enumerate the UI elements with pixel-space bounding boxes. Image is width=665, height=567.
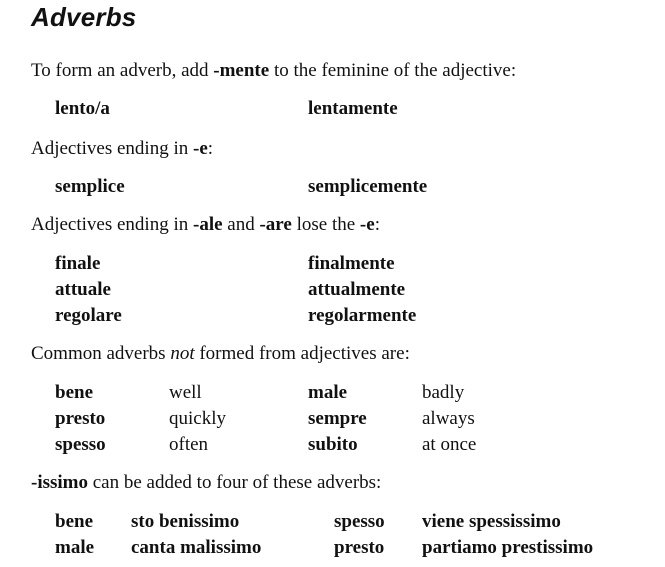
english-meaning: always [422,408,475,429]
ale-rule-text: Adjectives ending in -ale and -are lose the -e: [31,214,380,235]
intro-pre: To form an adverb, add [31,60,214,81]
e-rule-text: Adjectives ending in -e: [31,138,214,159]
issimo-example: partiamo prestissimo [422,537,594,558]
base-adverb: presto [334,537,385,558]
italian-adverb: subito [308,434,358,455]
italian-adverb: male [308,382,348,403]
example-adverb: lentamente [308,98,398,119]
italian-adverb: presto [55,408,106,429]
example-adjective: finale [55,253,101,274]
english-meaning: at once [422,434,477,455]
issimo-example: canta malissimo [131,537,262,558]
example-adjective: regolare [55,305,122,326]
base-adverb: spesso [334,511,385,532]
italian-adverb: bene [55,382,93,403]
example-adjective: attuale [55,279,111,300]
example-adjective: lento/a [55,98,110,119]
italian-adverb: spesso [55,434,106,455]
issimo-rule-text: -issimo can be added to four of these adverbs: [31,472,382,493]
mente-suffix: -mente [213,60,270,81]
english-meaning: quickly [169,408,226,429]
example-adjective: semplice [55,176,125,197]
example-adverb: attualmente [308,279,406,300]
issimo-example: sto benissimo [131,511,240,532]
english-meaning: often [169,434,209,455]
common-rule-text: Common adverbs not formed from adjectives are: [31,343,410,364]
page-title: Adverbs [31,2,137,32]
english-meaning: well [169,382,202,403]
example-adverb: semplicemente [308,176,428,197]
not-emphasis: not [170,343,195,364]
e-ending: -e [359,214,375,235]
english-meaning: badly [422,382,465,403]
italian-adverb: sempre [308,408,367,429]
issimo-example: viene spessissimo [422,511,561,532]
base-adverb: male [55,537,95,558]
are-ending: -are [259,214,292,235]
intro-post: to the feminine of the adjective: [269,60,517,81]
ale-ending: -ale [193,214,223,235]
e-ending: -e [193,138,208,159]
example-adverb: finalmente [308,253,395,274]
base-adverb: bene [55,511,93,532]
intro-text [31,60,516,82]
issimo-suffix: -issimo [31,472,88,493]
example-adverb: regolarmente [308,305,417,326]
